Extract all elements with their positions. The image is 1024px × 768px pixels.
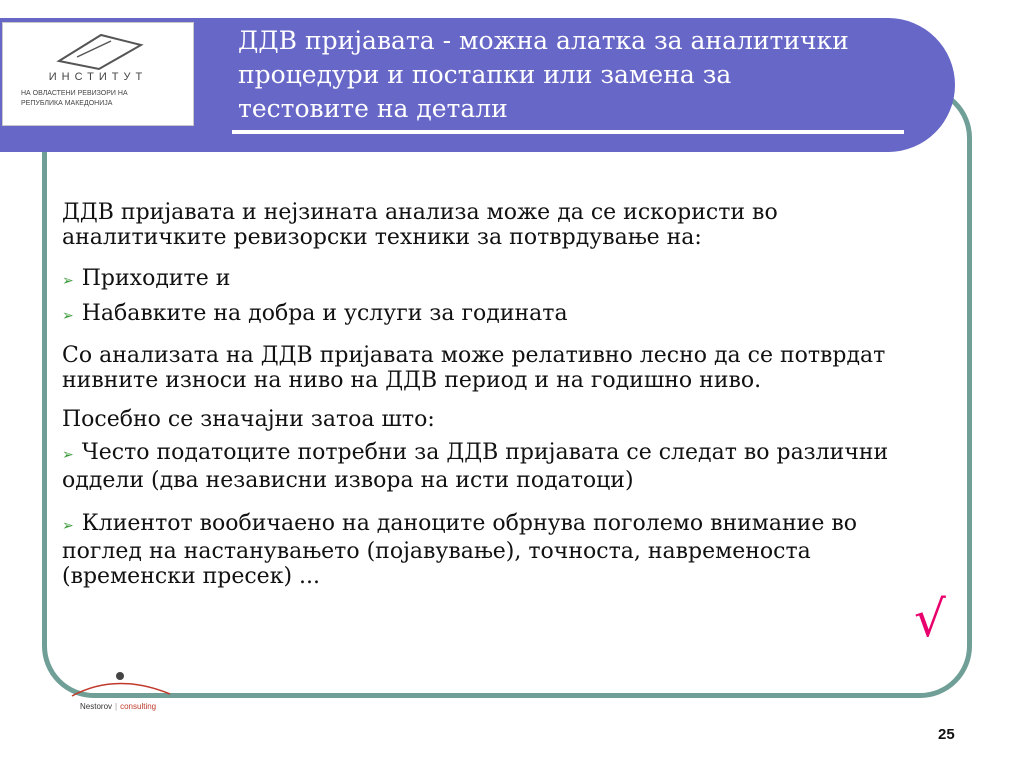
check-mark-icon: √ xyxy=(914,590,946,648)
slide-title xyxy=(238,24,928,126)
arrow-bullet-icon: ➢ xyxy=(62,447,74,463)
bullet-text: Набавките на добра и услуги за годината xyxy=(81,301,568,326)
title-line-1: ДДВ пријавата - можна алатка за аналитички xyxy=(238,26,849,55)
title-line-3: тестовите на детали xyxy=(238,94,508,123)
title-line-2: процедури и постапки или замена за xyxy=(238,60,732,89)
bullet-text: Приходите и xyxy=(81,266,231,291)
arrow-bullet-icon: ➢ xyxy=(62,308,74,324)
logo-subtitle-line-2: РЕПУБЛИКА МАКЕДОНИЈА xyxy=(21,100,113,107)
importance-paragraph: Посебно се значајни затоа што: xyxy=(62,407,435,432)
footer-brand: Nestorov xyxy=(80,702,113,711)
page-number: 25 xyxy=(938,726,955,743)
consulting-logo-icon xyxy=(66,668,176,704)
intro-paragraph: ДДВ пријавата и нејзината анализа може да се искористи во аналитичките ревизорски техники за потврдување на: xyxy=(62,200,778,250)
bullet-item xyxy=(62,440,942,493)
institute-logo xyxy=(2,22,194,126)
analysis-paragraph: Со анализата на ДДВ пријавата може релативно лесно да се потврдат нивните износи на ниво на ДДВ период и на годишно ниво. xyxy=(62,343,886,393)
bullet-item xyxy=(62,266,942,294)
bullet-item xyxy=(62,511,942,589)
arrow-bullet-icon: ➢ xyxy=(62,273,74,289)
bullet-item xyxy=(62,301,942,329)
consulting-logo-text: Nestorov | consulting xyxy=(80,702,157,711)
footer-brand-accent: consulting xyxy=(120,702,157,711)
logo-subtitle-line-1: НА ОВЛАСТЕНИ РЕВИЗОРИ НА xyxy=(21,90,128,97)
slide-body xyxy=(62,200,942,589)
title-underline xyxy=(232,130,904,134)
logo-subtitle xyxy=(21,89,181,109)
bullet-text: Клиентот вообичаено на даноците обрнува поголемо внимание во поглед на настанувањето (појавување), точноста, навременоста (временски пресек) ... xyxy=(62,511,857,589)
bullet-text: Често податоците потребни за ДДВ пријавата се следат во различни оддели (два независни извора на исти податоци) xyxy=(62,440,889,493)
logo-mark-icon xyxy=(51,31,147,71)
logo-name: ИНСТИТУТ xyxy=(48,71,148,83)
arrow-bullet-icon: ➢ xyxy=(62,518,74,534)
